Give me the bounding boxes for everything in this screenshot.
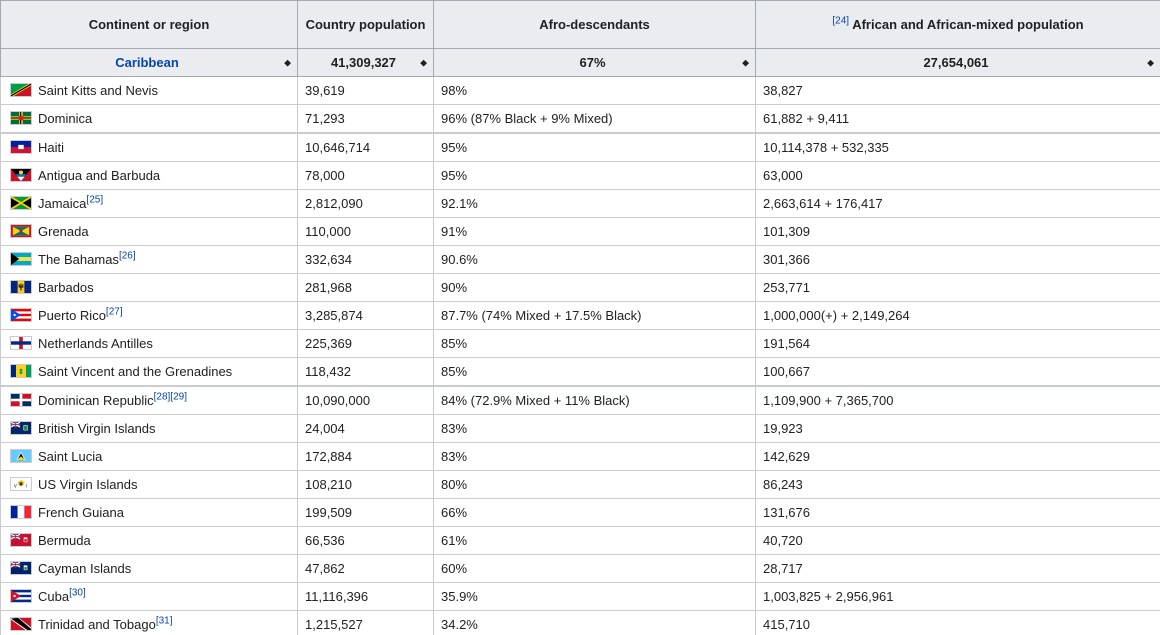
population-cell: 199,509 bbox=[298, 499, 434, 527]
country-name-link[interactable]: Saint Vincent and the Grenadines bbox=[38, 364, 233, 379]
country-name-link[interactable]: Cuba bbox=[38, 589, 70, 604]
country-name-link[interactable]: Dominican Republic bbox=[38, 393, 154, 408]
population-cell: 11,116,396 bbox=[298, 583, 434, 611]
table-row bbox=[1, 527, 1160, 555]
african-population-cell: 28,717 bbox=[756, 555, 1160, 583]
population-cell: 10,090,000 bbox=[298, 386, 434, 415]
summary-afro: 67% ◆ bbox=[434, 49, 756, 77]
table-row bbox=[1, 330, 1160, 358]
sort-icon[interactable]: ◆ bbox=[420, 57, 427, 67]
reference-link[interactable]: [31] bbox=[155, 615, 173, 627]
african-population-cell: 1,003,825 + 2,956,961 bbox=[756, 583, 1160, 611]
population-cell: 10,646,714 bbox=[298, 133, 434, 162]
reference-link[interactable]: [30] bbox=[69, 587, 86, 599]
summary-row bbox=[1, 49, 1160, 77]
population-cell: 71,293 bbox=[298, 105, 434, 134]
african-population-cell: 2,663,614 + 176,417 bbox=[756, 190, 1160, 218]
country-cell bbox=[1, 218, 298, 246]
puerto-rico-flag-icon bbox=[10, 308, 32, 322]
cuba-flag-icon bbox=[10, 589, 32, 603]
african-population-cell: 40,720 bbox=[756, 527, 1160, 555]
french-guiana-flag-icon bbox=[10, 505, 32, 519]
country-cell bbox=[1, 415, 298, 443]
country-name-link[interactable]: The Bahamas bbox=[38, 252, 119, 267]
country-name-link[interactable]: Trinidad and Tobago bbox=[38, 617, 156, 632]
country-name-link[interactable]: Puerto Rico bbox=[38, 308, 106, 323]
bermuda-flag-icon bbox=[10, 533, 32, 547]
summary-population: 41,309,327 ◆ bbox=[298, 49, 434, 77]
country-cell bbox=[1, 190, 298, 218]
country-name-link[interactable]: Dominica bbox=[38, 111, 93, 126]
header-region: Continent or region bbox=[1, 1, 298, 49]
country-cell bbox=[1, 105, 298, 134]
saint-kitts-flag-icon bbox=[10, 83, 32, 97]
african-population-cell: 131,676 bbox=[756, 499, 1160, 527]
us-virgin-islands-flag-icon bbox=[10, 477, 32, 491]
country-name-link[interactable]: Jamaica bbox=[38, 196, 87, 211]
country-name-link[interactable]: Haiti bbox=[38, 140, 65, 155]
reference-link[interactable]: [25] bbox=[86, 194, 104, 206]
afro-descendants-cell: 95% bbox=[434, 162, 756, 190]
population-cell: 110,000 bbox=[298, 218, 434, 246]
afro-descendants-cell: 60% bbox=[434, 555, 756, 583]
afro-descendants-cell: 66% bbox=[434, 499, 756, 527]
trinidad-flag-icon bbox=[10, 617, 32, 631]
african-population-cell: 1,000,000(+) + 2,149,264 bbox=[756, 302, 1160, 330]
sort-icon[interactable]: ◆ bbox=[742, 57, 749, 67]
afro-descendants-cell: 80% bbox=[434, 471, 756, 499]
haiti-flag-icon bbox=[10, 140, 32, 154]
header-reference-link[interactable]: [24] bbox=[832, 15, 850, 27]
country-name-link[interactable]: US Virgin Islands bbox=[38, 477, 138, 492]
country-cell bbox=[1, 358, 298, 387]
afro-descendants-cell: 84% (72.9% Mixed + 11% Black) bbox=[434, 386, 756, 415]
population-cell: 225,369 bbox=[298, 330, 434, 358]
table-body bbox=[1, 77, 1160, 635]
afro-descendants-cell: 83% bbox=[434, 415, 756, 443]
country-name-link[interactable]: Barbados bbox=[38, 280, 94, 295]
table-row bbox=[1, 499, 1160, 527]
country-name-link[interactable]: Netherlands Antilles bbox=[38, 336, 153, 351]
afro-descendants-cell: 87.7% (74% Mixed + 17.5% Black) bbox=[434, 302, 756, 330]
african-population-cell: 253,771 bbox=[756, 274, 1160, 302]
afro-descendants-cell: 90.6% bbox=[434, 246, 756, 274]
summary-region-link[interactable]: Caribbean ◆ bbox=[1, 49, 298, 77]
african-population-cell: 86,243 bbox=[756, 471, 1160, 499]
country-name-link[interactable]: Saint Lucia bbox=[38, 449, 103, 464]
table-row bbox=[1, 386, 1160, 415]
reference-link[interactable]: [28][29] bbox=[153, 391, 187, 403]
table-row bbox=[1, 358, 1160, 387]
african-population-cell: 63,000 bbox=[756, 162, 1160, 190]
afro-descendants-cell: 90% bbox=[434, 274, 756, 302]
saint-vincent-flag-icon bbox=[10, 364, 32, 378]
country-cell bbox=[1, 162, 298, 190]
african-population-cell: 61,882 + 9,411 bbox=[756, 105, 1160, 134]
table-row bbox=[1, 162, 1160, 190]
population-cell: 332,634 bbox=[298, 246, 434, 274]
african-population-cell: 1,109,900 + 7,365,700 bbox=[756, 386, 1160, 415]
population-cell: 281,968 bbox=[298, 274, 434, 302]
sort-icon[interactable]: ◆ bbox=[1147, 57, 1154, 67]
african-population-cell: 191,564 bbox=[756, 330, 1160, 358]
country-cell bbox=[1, 330, 298, 358]
cayman-islands-flag-icon bbox=[10, 561, 32, 575]
african-population-cell: 301,366 bbox=[756, 246, 1160, 274]
population-cell: 39,619 bbox=[298, 77, 434, 105]
african-population-cell: 415,710 bbox=[756, 611, 1160, 635]
header-african-population: [24] African and African-mixed population bbox=[756, 1, 1160, 49]
table-row bbox=[1, 218, 1160, 246]
country-cell bbox=[1, 77, 298, 105]
african-population-cell: 10,114,378 + 532,335 bbox=[756, 133, 1160, 162]
table-row bbox=[1, 77, 1160, 105]
country-cell bbox=[1, 246, 298, 274]
country-name-link[interactable]: Cayman Islands bbox=[38, 561, 132, 576]
country-name-link[interactable]: Grenada bbox=[38, 224, 89, 239]
table-row bbox=[1, 274, 1160, 302]
table-row bbox=[1, 583, 1160, 611]
dominican-republic-flag-icon bbox=[10, 393, 32, 407]
population-cell: 47,862 bbox=[298, 555, 434, 583]
header-afro-descendants: Afro-descendants bbox=[434, 1, 756, 49]
svg-text:V: V bbox=[13, 484, 17, 490]
country-cell bbox=[1, 583, 298, 611]
population-cell: 24,004 bbox=[298, 415, 434, 443]
population-cell: 108,210 bbox=[298, 471, 434, 499]
table-row bbox=[1, 302, 1160, 330]
british-virgin-islands-flag-icon bbox=[10, 421, 32, 435]
country-cell bbox=[1, 527, 298, 555]
bahamas-flag-icon bbox=[10, 252, 32, 266]
country-cell bbox=[1, 133, 298, 162]
afro-descendants-cell: 34.2% bbox=[434, 611, 756, 635]
african-population-cell: 101,309 bbox=[756, 218, 1160, 246]
country-name-link[interactable]: British Virgin Islands bbox=[38, 421, 156, 436]
saint-lucia-flag-icon bbox=[10, 449, 32, 463]
afro-descendants-cell: 91% bbox=[434, 218, 756, 246]
reference-link[interactable]: [26] bbox=[118, 250, 136, 262]
country-cell bbox=[1, 386, 298, 415]
dominica-flag-icon bbox=[10, 111, 32, 125]
country-cell bbox=[1, 471, 298, 499]
country-name-link[interactable]: Bermuda bbox=[38, 533, 91, 548]
african-population-cell: 38,827 bbox=[756, 77, 1160, 105]
population-cell: 172,884 bbox=[298, 443, 434, 471]
table-row bbox=[1, 133, 1160, 162]
country-name-link[interactable]: French Guiana bbox=[38, 505, 124, 520]
antigua-flag-icon bbox=[10, 168, 32, 182]
afro-descendants-cell: 85% bbox=[434, 358, 756, 387]
afro-descendants-cell: 61% bbox=[434, 527, 756, 555]
afro-descendants-cell: 95% bbox=[434, 133, 756, 162]
country-name-link[interactable]: Saint Kitts and Nevis bbox=[38, 83, 158, 98]
reference-link[interactable]: [27] bbox=[105, 306, 123, 318]
population-cell: 1,215,527 bbox=[298, 611, 434, 635]
country-cell bbox=[1, 274, 298, 302]
population-cell: 118,432 bbox=[298, 358, 434, 387]
population-cell: 66,536 bbox=[298, 527, 434, 555]
afro-descendants-cell: 96% (87% Black + 9% Mixed) bbox=[434, 105, 756, 134]
svg-text:I: I bbox=[25, 484, 27, 490]
country-cell bbox=[1, 555, 298, 583]
afro-descendants-cell: 92.1% bbox=[434, 190, 756, 218]
country-cell bbox=[1, 611, 298, 635]
table-row bbox=[1, 555, 1160, 583]
grenada-flag-icon bbox=[10, 224, 32, 238]
population-cell: 78,000 bbox=[298, 162, 434, 190]
table-row bbox=[1, 105, 1160, 134]
table-row bbox=[1, 246, 1160, 274]
jamaica-flag-icon bbox=[10, 196, 32, 210]
sort-icon[interactable]: ◆ bbox=[284, 57, 291, 67]
african-population-cell: 142,629 bbox=[756, 443, 1160, 471]
barbados-flag-icon bbox=[10, 280, 32, 294]
header-population: Country population bbox=[298, 1, 434, 49]
table-row bbox=[1, 471, 1160, 499]
afro-descendants-cell: 83% bbox=[434, 443, 756, 471]
country-cell bbox=[1, 302, 298, 330]
country-cell bbox=[1, 499, 298, 527]
table-row bbox=[1, 611, 1160, 635]
header-row bbox=[1, 1, 1160, 49]
country-cell bbox=[1, 443, 298, 471]
afro-descendants-cell: 35.9% bbox=[434, 583, 756, 611]
afro-descendants-cell: 98% bbox=[434, 77, 756, 105]
table-row bbox=[1, 415, 1160, 443]
summary-african: 27,654,061 ◆ bbox=[756, 49, 1160, 77]
afro-descendants-cell: 85% bbox=[434, 330, 756, 358]
population-cell: 2,812,090 bbox=[298, 190, 434, 218]
population-cell: 3,285,874 bbox=[298, 302, 434, 330]
african-population-cell: 19,923 bbox=[756, 415, 1160, 443]
african-population-cell: 100,667 bbox=[756, 358, 1160, 387]
netherlands-antilles-flag-icon bbox=[10, 336, 32, 350]
table-row bbox=[1, 190, 1160, 218]
table-row bbox=[1, 443, 1160, 471]
country-name-link[interactable]: Antigua and Barbuda bbox=[38, 168, 161, 183]
